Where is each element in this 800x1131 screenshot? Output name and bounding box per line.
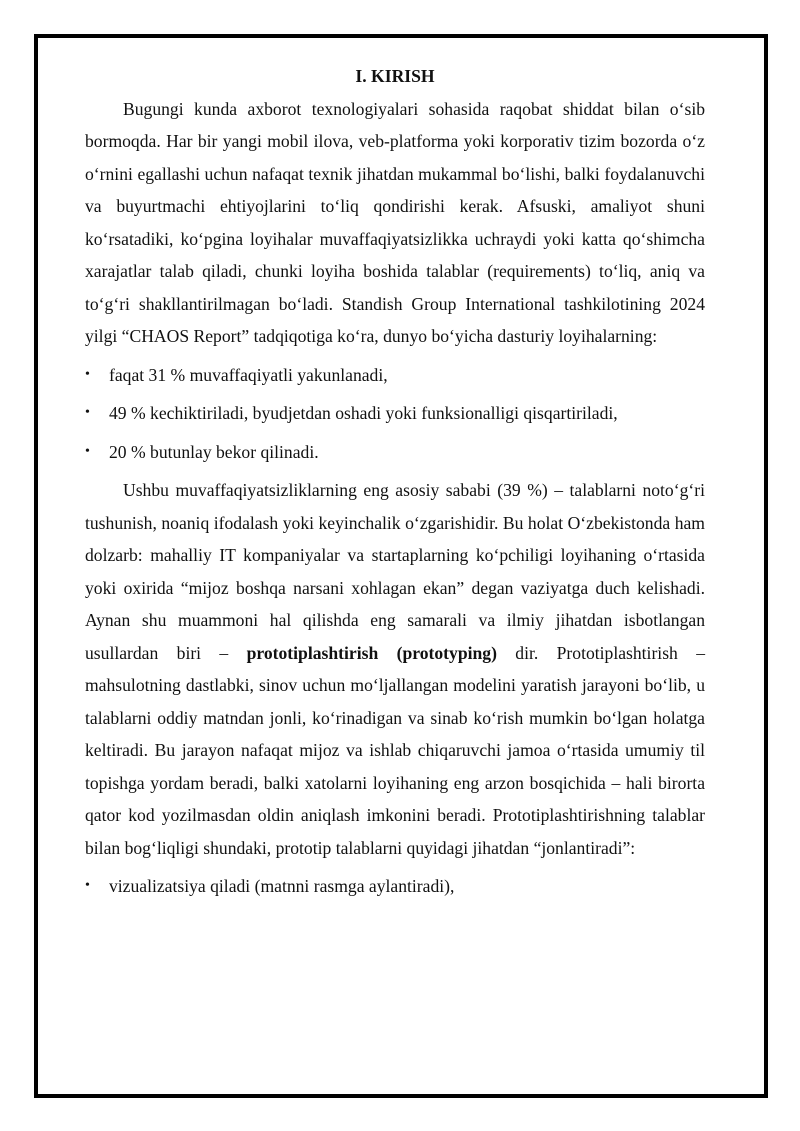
bullet-icon: •: [85, 878, 90, 893]
list-item: • 49 % kechiktiriladi, byudjetdan oshadi yoki funksionalligi qisqartiriladi,: [85, 397, 705, 430]
document-body: [85, 60, 705, 909]
list-item: • faqat 31 % muvaffaqiyatli yakunlanadi,: [85, 359, 705, 392]
bullet-icon: •: [85, 405, 90, 420]
statistics-list: [85, 359, 705, 469]
bullet-icon: •: [85, 366, 90, 382]
list-item: • vizualizatsiya qiladi (matnni rasmga aylantiradi),: [85, 870, 705, 903]
list-item: • 20 % butunlay bekor qilinadi.: [85, 436, 705, 469]
prototype-benefits-list: [85, 870, 705, 903]
bullet-icon: •: [85, 443, 90, 459]
intro-paragraph: Bugungi kunda axborot texnologiyalari sohasida raqobat shiddat bilan o‘sib bormoqda. Har bir yangi mobil ilova, veb-platforma yoki korporativ tizim bozorda o‘z o‘rnini egallashi uchun nafaqat texnik jihatdan mukammal bo‘lishi, balki foydalanuvchi va buyurtmachi ehtiyojlarini to‘liq qondirishi kerak. Afsuski, amaliyot shuni ko‘rsatadiki, ko‘pgina loyihalar muvaffaqiyatsizlikka uchraydi yoki katta qo‘shimcha xarajatlar talab qiladi, chunki loyiha boshida talablar (requirements) to‘liq, aniq va to‘g‘ri shakllantirilmagan bo‘ladi. Standish Group International tashkilotining 2024 yilgi “CHAOS Report” tadqiqotiga ko‘ra, dunyo bo‘yicha dasturiy loyihalarning:: [85, 98, 705, 346]
body-paragraph: Ushbu muvaffaqiyatsizliklarning eng asosiy sababi (39 %) – talablarni noto‘g‘ri tushunish, noaniq ifodalash yoki keyinchalik o‘zgarishidir. Bu holat O‘zbekistonda ham dolzarb: mahalliy IT kompaniyalar va startaplarning ko‘pchiligi loyihaning o‘rtasida yoki oxirida “mijoz boshqa narsani xohlagan ekan” degan vaziyatga duch kelishadi. Aynan shu muammoni hal qilishda eng samarali va ilmiy jihatdan isbotlangan usullardan biri – prototiplashtirish (prototyping) dir. Prototiplashtirish – mahsulotning dastlabki, sinov uchun mo‘ljallangan modelini yaratish jarayoni bo‘lib, u talablarni oddiy matndan jonli, ko‘rinadigan va sinab ko‘rish mumkin bo‘lgan holatga keltiradi. Bu jarayon nafaqat mijoz va ishlab chiqaruvchi jamoa o‘rtasida umumiy til topishga yordam beradi, balki xatolarni loyihaning eng arzon bosqichida – hali birorta qator kod yozilmasdan oldin aniqlash imkonini beradi. Prototiplashtirishning talablar bilan bog‘liqligi shundaki, prototip talablarni quyidagi jihatdan “jonlantiradi”:: [85, 480, 705, 858]
section-heading: I. KIRISH: [355, 66, 435, 86]
bold-term: prototiplashtirish (prototyping): [246, 642, 497, 663]
